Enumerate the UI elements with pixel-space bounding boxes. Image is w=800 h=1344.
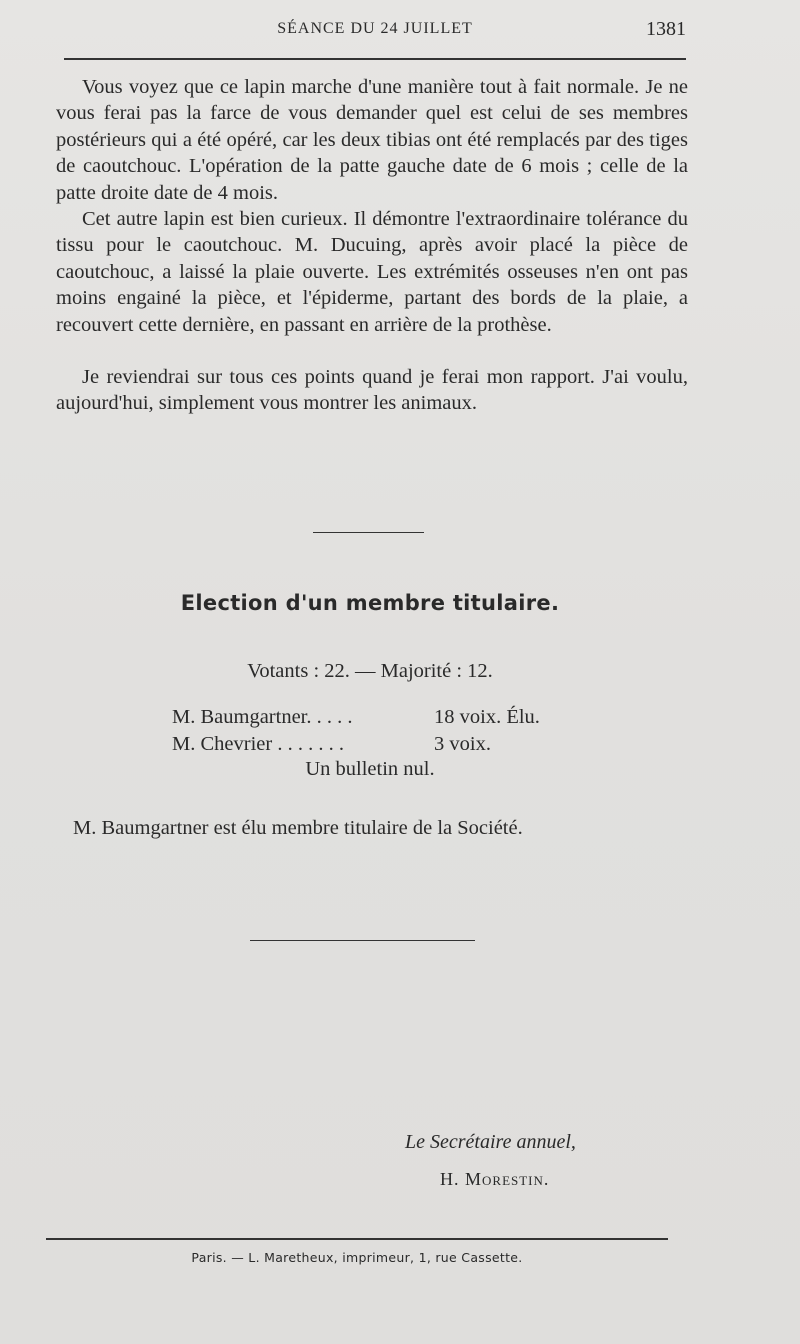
page-number: 1381 [646,18,686,40]
printer-imprint: Paris. — L. Maretheux, imprimeur, 1, rue Cassette. [191,1250,523,1265]
paragraph: Vous voyez que ce lapin marche d'une manière tout à fait normale. Je ne vous ferai pas la farce de vous demander quel est celui de ses membres postérieurs qui a été opéré, car les deux tibias ont été remplacés par des tiges de caoutchouc. L'opération de la patte gauche date de 6 mois ; celle de la patte droite date de 4 mois. [56,76,688,204]
section-separator [313,532,424,533]
body-text [56,74,688,417]
null-ballot: Un bulletin nul. [305,758,435,780]
section-separator [250,940,475,941]
paragraph: Cet autre lapin est bien curieux. Il démontre l'extraordinaire tolérance du tissu pour le caoutchouc. M. Ducuing, après avoir placé la pièce de caoutchouc, a laissé la plaie ouverte. Les extrémités osseuses n'en ont pas moins engainé la pièce, et l'épiderme, partant des bords de la plaie, a recouvert cette dernière, en passant en arrière de la prothèse. [56,208,688,336]
section-title: Election d'un membre titulaire. [180,591,560,615]
election-conclusion: M. Baumgartner est élu membre titulaire de la Société. [73,817,523,839]
candidate-name: M. Baumgartner. . . . . [172,706,353,728]
running-head-title: SÉANCE DU 24 JUILLET [277,20,473,37]
signature-name: H. Morestin. [440,1169,550,1189]
paragraph: Je reviendrai sur tous ces points quand je ferai mon rapport. J'ai voulu, aujourd'hui, simplement vous montrer les animaux. [56,366,688,415]
candidate-votes: 18 voix. Élu. [434,706,540,728]
header-rule [64,58,686,60]
footer-rule [46,1238,668,1240]
votes-summary: Votants : 22. — Majorité : 12. [247,660,493,682]
running-head [64,18,686,44]
signature-role: Le Secrétaire annuel, [405,1131,576,1153]
candidate-name: M. Chevrier . . . . . . . [172,733,344,755]
candidate-votes: 3 voix. [434,733,491,755]
